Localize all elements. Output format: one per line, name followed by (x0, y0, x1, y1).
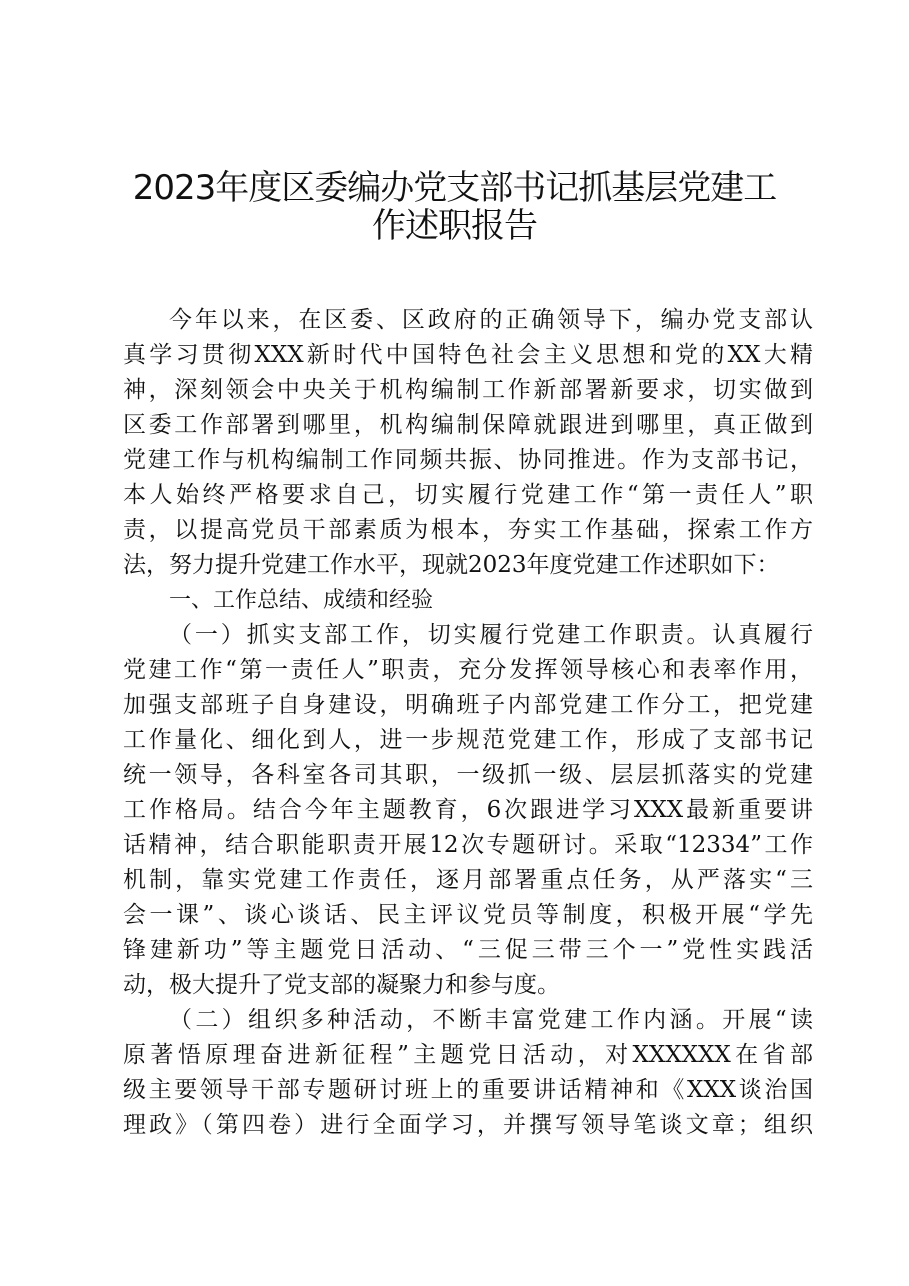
body-line: 责，以提高党员干部素质为根本，夯实工作基础，探索工作方 (123, 517, 813, 543)
body-line: 工作量化、细化到人，进一步规范党建工作，形成了支部书记 (123, 727, 813, 753)
body-line: 级主要领导干部专题研讨班上的重要讲话精神和《XXX谈治国 (123, 1077, 813, 1103)
body-line: 本人始终严格要求自己，切实履行党建工作“第一责任人”职 (123, 482, 813, 508)
document-body (123, 303, 813, 1143)
body-line: 锋建新功”等主题党日活动、“三促三带三个一”党性实践活 (123, 937, 813, 963)
body-line: 真学习贯彻XXX新时代中国特色社会主义思想和党的XX大精 (123, 342, 813, 368)
body-line: 加强支部班子自身建设，明确班子内部党建工作分工，把党建 (123, 692, 813, 718)
body-line: 统一领导，各科室各司其职，一级抓一级、层层抓落实的党建 (123, 762, 813, 788)
body-line: 机制，靠实党建工作责任，逐月部署重点任务，从严落实“三 (123, 867, 813, 893)
body-line: 神，深刻领会中央关于机构编制工作新部署新要求，切实做到 (123, 377, 813, 403)
body-line: 理政》（第四卷）进行全面学习，并撰写领导笔谈文章；组织 (123, 1112, 813, 1138)
body-line: 动，极大提升了党支部的凝聚力和参与度。 (123, 972, 560, 998)
body-line: 区委工作部署到哪里，机构编制保障就跟进到哪里，真正做到 (123, 412, 813, 438)
section-heading: 一、工作总结、成绩和经验 (169, 588, 434, 613)
body-line: 法，努力提升党建工作水平，现就2023年度党建工作述职如下： (123, 552, 780, 578)
body-line: 话精神，结合职能职责开展12次专题研讨。采取“12334”工作 (123, 832, 813, 858)
document-title-line-1: 2023年度区委编办党支部书记抓基层党建工 (132, 168, 777, 208)
body-line: 党建工作“第一责任人”职责，充分发挥领导核心和表率作用， (123, 657, 813, 683)
body-line: 会一课”、谈心谈话、民主评议党员等制度，积极开展“学先 (123, 902, 813, 928)
body-line: 今年以来，在区委、区政府的正确领导下，编办党支部认 (169, 307, 813, 333)
document-title-line-2: 作述职报告 (372, 206, 537, 246)
body-line: （一）抓实支部工作，切实履行党建工作职责。认真履行 (169, 622, 813, 648)
body-line: （二）组织多种活动，不断丰富党建工作内涵。开展“读 (169, 1007, 813, 1033)
body-line: 工作格局。结合今年主题教育，6次跟进学习XXX最新重要讲 (123, 797, 813, 823)
body-line: 党建工作与机构编制工作同频共振、协同推进。作为支部书记， (123, 447, 813, 473)
body-line: 原著悟原理奋进新征程”主题党日活动，对XXXXXX在省部 (123, 1042, 813, 1068)
